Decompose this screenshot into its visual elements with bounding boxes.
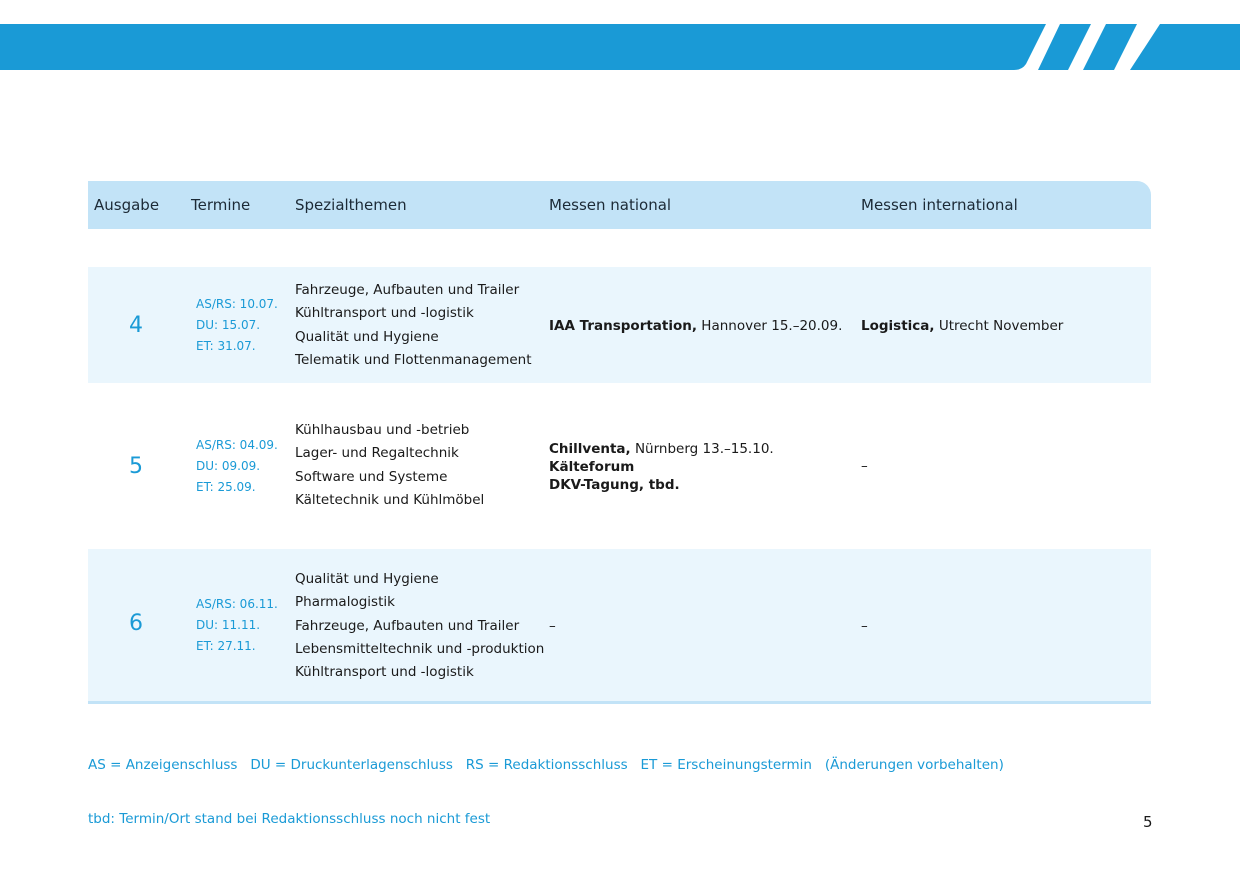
- issue-number: 4: [129, 313, 143, 338]
- column-header-ausgabe: Ausgabe: [94, 196, 160, 214]
- trade-fair-detail: –: [549, 618, 556, 634]
- column-header-spezialthemen: Spezialthemen: [295, 196, 407, 214]
- topic-item: Fahrzeuge, Aufbauten und Trailer: [295, 282, 520, 298]
- trade-fair-name: Chillventa,: [549, 441, 631, 457]
- trade-fair-entry: [549, 617, 556, 635]
- topic-item: Fahrzeuge, Aufbauten und Trailer: [295, 617, 520, 634]
- trade-fair-entry: [549, 317, 842, 335]
- special-topics: [295, 568, 544, 684]
- trade-fairs-international: [861, 617, 868, 635]
- date-as-rs: AS/RS: 04.09.: [196, 438, 278, 452]
- trade-fair-detail: Hannover 15.–20.09.: [697, 318, 843, 334]
- topic-item: Kühlhausbau und -betrieb: [295, 422, 470, 438]
- column-header-messen-national: Messen national: [549, 196, 672, 214]
- legend: [88, 720, 1004, 846]
- issue-number: 5: [129, 454, 143, 479]
- date-et: ET: 25.09.: [196, 480, 256, 494]
- topic-item: Kältetechnik und Kühlmöbel: [295, 491, 485, 508]
- date-et: ET: 31.07.: [196, 339, 256, 353]
- topic-item: Software und Systeme: [295, 468, 448, 485]
- issue-dates: [196, 594, 278, 657]
- trade-fair-detail: –: [861, 618, 868, 634]
- issue-dates: [196, 294, 278, 357]
- trade-fairs-international: [861, 457, 868, 475]
- trade-fair-entry: [861, 617, 868, 635]
- trade-fair-entry: [861, 457, 868, 475]
- trade-fair-detail: Nürnberg 13.–15.10.: [630, 441, 774, 457]
- topic-item: Lebensmitteltechnik und -produktion: [295, 640, 545, 657]
- special-topics: [295, 279, 532, 372]
- topic-item: Telematik und Flottenmanagement: [295, 351, 532, 368]
- topic-item: Kühltransport und -logistik: [295, 664, 474, 681]
- date-et: ET: 27.11.: [196, 639, 256, 653]
- date-du: DU: 11.11.: [196, 618, 261, 632]
- table-row: [88, 408, 1151, 524]
- legend-abbreviations: AS = Anzeigenschluss DU = Druckunterlagenschluss RS = Redaktionsschluss ET = Erscheinungstermin (Änderungen vorbehalten): [88, 757, 1004, 773]
- page-number: 5: [1143, 813, 1153, 831]
- trade-fair-entry: [549, 458, 774, 476]
- trade-fair-detail: Utrecht November: [934, 318, 1064, 334]
- topic-item: Lager- und Regaltechnik: [295, 445, 459, 462]
- issue-dates: [196, 435, 278, 498]
- trade-fair-name: IAA Transportation,: [549, 318, 698, 334]
- date-du: DU: 15.07.: [196, 318, 261, 332]
- date-as-rs: AS/RS: 10.07.: [196, 297, 278, 311]
- topic-item: Kühltransport und -logistik: [295, 305, 474, 322]
- table-row: [88, 549, 1151, 701]
- topic-item: Qualität und Hygiene: [295, 571, 439, 587]
- issue-number: 6: [129, 611, 143, 636]
- trade-fair-entry: [549, 476, 774, 494]
- legend-tbd-note: tbd: Termin/Ort stand bei Redaktionsschluss noch nicht fest: [88, 811, 491, 827]
- trade-fair-name: Logistica,: [861, 318, 935, 334]
- trade-fairs-national: [549, 440, 774, 494]
- topic-item: Pharmalogistik: [295, 594, 395, 611]
- header-stripe-graphic: [0, 0, 1240, 72]
- trade-fairs-national: [549, 317, 842, 335]
- special-topics: [295, 419, 484, 512]
- trade-fair-name: Kälteforum: [549, 459, 635, 475]
- column-header-messen-international: Messen international: [861, 196, 1018, 214]
- date-du: DU: 09.09.: [196, 459, 261, 473]
- trade-fair-name: DKV-Tagung, tbd.: [549, 477, 680, 493]
- column-header-termine: Termine: [191, 196, 251, 214]
- trade-fair-entry: [861, 317, 1063, 335]
- trade-fair-detail: –: [861, 458, 868, 474]
- trade-fairs-national: [549, 617, 556, 635]
- trade-fairs-international: [861, 317, 1063, 335]
- trade-fair-entry: [549, 440, 774, 458]
- table-header: [88, 181, 1151, 229]
- table-bottom-rule: [88, 701, 1151, 704]
- topic-item: Qualität und Hygiene: [295, 328, 439, 345]
- date-as-rs: AS/RS: 06.11.: [196, 597, 278, 611]
- table-row: [88, 267, 1151, 383]
